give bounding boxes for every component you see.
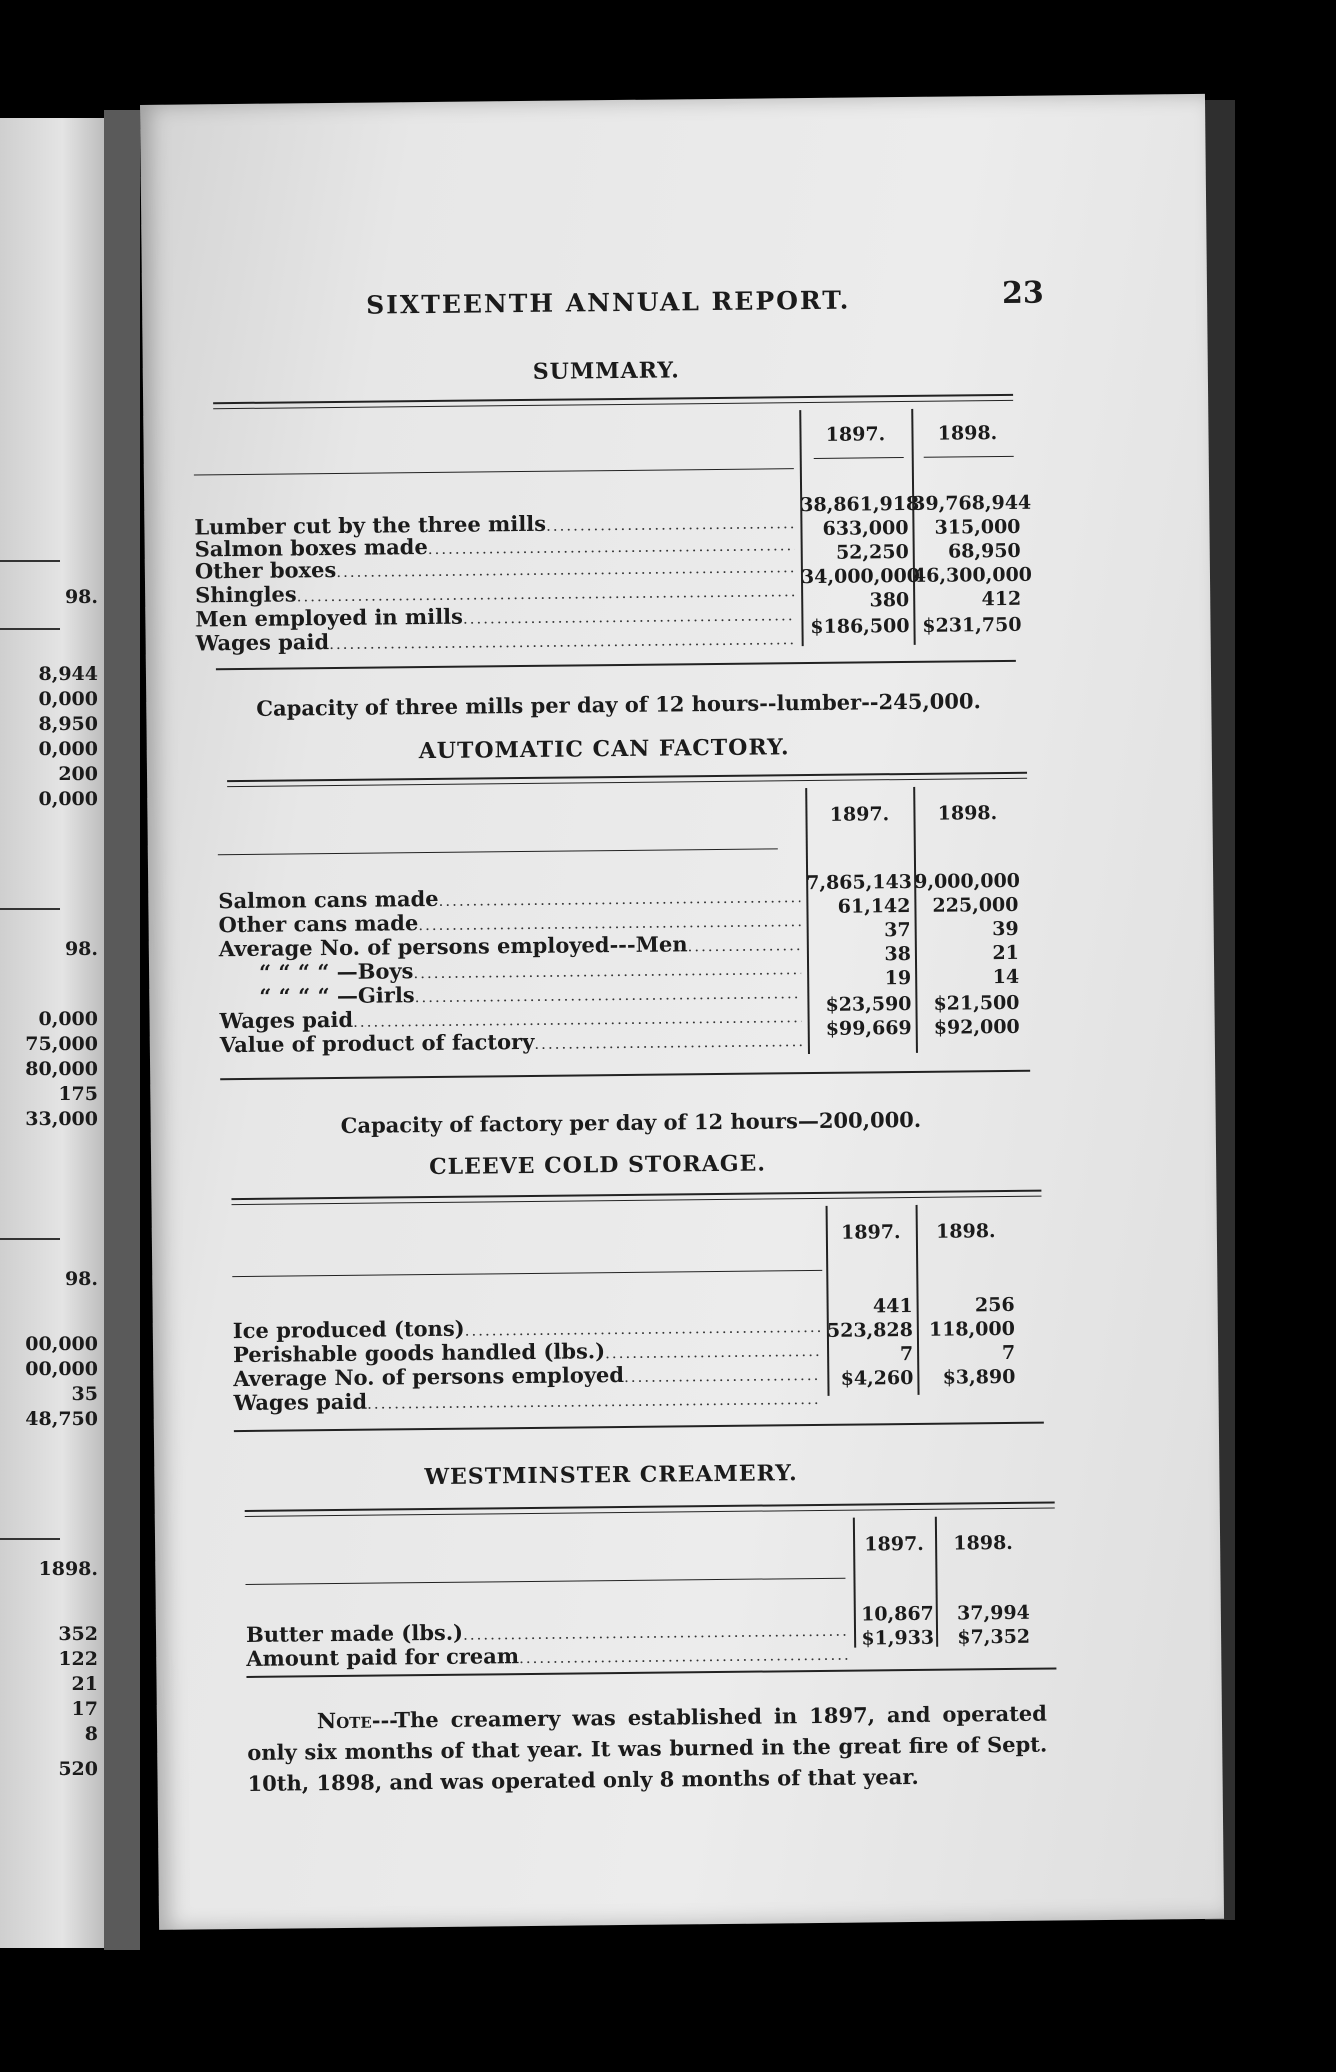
value-1898: 7: [1001, 1341, 1016, 1365]
left-fragment: 8,944: [38, 663, 98, 685]
value-1898: 256: [974, 1293, 1015, 1317]
left-fragment: 352: [58, 1623, 98, 1645]
creamery-note: [247, 1698, 1048, 1799]
dot-leader: [329, 630, 796, 653]
summary-title: SUMMARY.: [532, 357, 680, 385]
value-1897: $4,260: [840, 1366, 914, 1390]
left-fragment: 48,750: [25, 1408, 98, 1430]
row-label: Perishable goods handled (lbs.): [232, 1338, 606, 1368]
value-1898: 9,000,000: [914, 869, 1021, 893]
value-1898: $231,750: [922, 613, 1022, 637]
dot-leader: [605, 1342, 821, 1362]
rule: [0, 1238, 60, 1240]
summary-capacity-note: Capacity of three mills per day of 12 hours--lumber--245,000.: [256, 688, 981, 721]
left-fragment: 0,000: [38, 788, 98, 810]
left-fragment: 8,950: [38, 713, 98, 735]
row-label: Wages paid: [219, 1006, 354, 1034]
table-row: [196, 624, 796, 655]
year-header-1897: 1897.: [864, 1532, 924, 1556]
value-1897: 38: [884, 942, 912, 966]
left-fragment: 98.: [64, 938, 98, 960]
left-fragment: 00,000: [25, 1358, 98, 1380]
value-1897: $1,933: [861, 1626, 935, 1650]
left-fragment: 0,000: [38, 738, 98, 760]
rule: [220, 1070, 1030, 1080]
rule: [0, 1538, 60, 1540]
can-factory-title: AUTOMATIC CAN FACTORY.: [418, 734, 790, 765]
can-factory-table: [217, 772, 1038, 1111]
rule: [231, 1190, 1041, 1200]
year-header-1897: 1897.: [840, 1221, 901, 1244]
row-label: Shingles: [195, 581, 297, 608]
value-1898: 315,000: [934, 515, 1021, 539]
left-fragment: 35: [71, 1383, 98, 1405]
value-1897: 19: [884, 966, 912, 990]
rule: [216, 660, 1016, 670]
value-1898: 118,000: [928, 1317, 1015, 1341]
rule: [245, 1501, 1055, 1511]
can-factory-capacity-note: Capacity of factory per day of 12 hours—200,000.: [340, 1106, 922, 1138]
value-1897: 52,250: [835, 540, 909, 564]
rule: [232, 1270, 822, 1277]
page-gutter: [104, 110, 140, 1950]
left-fragment: 98.: [64, 586, 98, 608]
value-1898: 37,994: [957, 1601, 1030, 1625]
value-1898: 39,768,944: [912, 491, 1032, 515]
left-fragment: 122: [58, 1648, 98, 1670]
value-1898: $3,890: [942, 1365, 1016, 1389]
page-number: 23: [1001, 275, 1044, 311]
note-text: ---The creamery was established in 1897, and operated only six months of that year. It was burned in the great fire of Sept. 10th, 1898, and was operated only 8 months of that year.: [247, 1700, 1048, 1796]
year-header-1897: 1897.: [829, 803, 890, 826]
value-1898: $21,500: [933, 991, 1020, 1015]
row-label: Average No. of persons employed: [233, 1362, 625, 1392]
row-label: Lumber cut by the three mills: [194, 510, 547, 540]
rule: [213, 394, 1013, 404]
left-fragment: 8: [84, 1723, 98, 1745]
left-facing-page: [0, 118, 104, 1948]
value-1897: 61,142: [837, 894, 911, 918]
row-label: “ “ “ “ —Girls: [259, 982, 415, 1009]
value-1898: 46,300,000: [912, 563, 1033, 587]
left-fragment: 17: [71, 1698, 98, 1720]
rule: [0, 560, 60, 562]
left-fragment: 80,000: [25, 1058, 98, 1080]
row-label: Other boxes: [194, 556, 337, 584]
left-fragment: 0,000: [38, 688, 98, 710]
running-title: SIXTEENTH ANNUAL REPORT.: [365, 285, 851, 320]
left-fragment: 33,000: [25, 1108, 98, 1130]
value-1897: 441: [872, 1294, 913, 1318]
creamery-title: WESTMINSTER CREAMERY.: [424, 1460, 798, 1491]
row-label: Salmon cans made: [218, 885, 439, 914]
rule: [814, 457, 904, 459]
table-row: [220, 1026, 802, 1057]
year-header-1898: 1898.: [937, 422, 998, 445]
year-header-1898: 1898.: [937, 802, 998, 825]
value-1898: $7,352: [957, 1625, 1031, 1649]
dot-leader: [687, 936, 800, 955]
dot-leader: [534, 1032, 802, 1053]
creamery-table: [245, 1501, 1065, 1690]
row-label: Other cans made: [218, 910, 419, 938]
dot-leader: [367, 1390, 822, 1413]
rule: [218, 848, 778, 855]
value-1897: $186,500: [810, 614, 910, 639]
row-label: Average No. of persons employed---Men: [218, 931, 688, 962]
dot-leader: [519, 1646, 848, 1667]
value-1898: 39: [992, 917, 1019, 941]
value-1897: 34,000,000: [800, 564, 921, 589]
row-label: Amount paid for cream: [246, 1643, 520, 1671]
row-label: Butter made (lbs.): [245, 1619, 464, 1647]
rule: [924, 456, 1014, 458]
row-label: Value of product of factory: [219, 1028, 535, 1058]
rule: [194, 468, 794, 475]
year-header-1898: 1898.: [953, 1531, 1013, 1555]
left-fragment: 75,000: [25, 1033, 98, 1055]
left-fragment: 98.: [64, 1268, 98, 1290]
value-1897: 7: [899, 1342, 914, 1366]
value-1898: $92,000: [933, 1015, 1020, 1039]
value-1897: 10,867: [861, 1602, 934, 1626]
summary-table: [193, 394, 1033, 703]
value-1897: 7,865,143: [806, 870, 913, 895]
value-1898: 412: [981, 587, 1022, 611]
row-label: “ “ “ “ —Boys: [258, 958, 414, 985]
cold-storage-table: [231, 1190, 1052, 1449]
row-label: Salmon boxes made: [194, 534, 428, 562]
left-fragment: 175: [58, 1083, 98, 1105]
rule: [234, 1422, 1044, 1432]
value-1898: 68,950: [947, 539, 1021, 563]
value-1898: 225,000: [932, 893, 1019, 917]
table-row: [246, 1640, 848, 1671]
value-1897: 633,000: [822, 516, 909, 540]
left-fragment: 0,000: [38, 1008, 98, 1030]
value-1898: 14: [992, 965, 1020, 989]
value-1897: 38,861,918: [800, 492, 920, 517]
left-fragment: 00,000: [25, 1333, 98, 1355]
year-header-1898: 1898.: [935, 1220, 996, 1243]
rule: [0, 628, 60, 630]
year-header-1897: 1897.: [825, 423, 886, 446]
value-1897: $23,590: [825, 992, 912, 1016]
report-page: [140, 94, 1224, 1930]
value-1897: 380: [869, 588, 910, 612]
cold-storage-title: CLEEVE COLD STORAGE.: [429, 1150, 767, 1181]
rule: [227, 772, 1027, 782]
left-fragment: 520: [58, 1758, 98, 1780]
left-fragment: 200: [58, 763, 98, 785]
row-label: Ice produced (tons): [232, 1315, 465, 1344]
row-label: Wages paid: [233, 1388, 368, 1416]
note-lead: Note: [316, 1707, 372, 1734]
left-fragment: 21: [71, 1673, 98, 1695]
rule: [245, 1578, 845, 1585]
row-label: Men employed in mills: [195, 603, 464, 632]
value-1897: 37: [884, 918, 911, 942]
row-label: Wages paid: [195, 629, 330, 656]
dot-leader: [624, 1366, 821, 1386]
value-1897: $99,669: [825, 1016, 912, 1040]
value-1898: 21: [992, 941, 1020, 965]
rule: [0, 908, 60, 910]
value-1897: 523,828: [826, 1318, 913, 1342]
table-row: [233, 1384, 821, 1415]
left-fragment: 1898.: [38, 1558, 98, 1580]
